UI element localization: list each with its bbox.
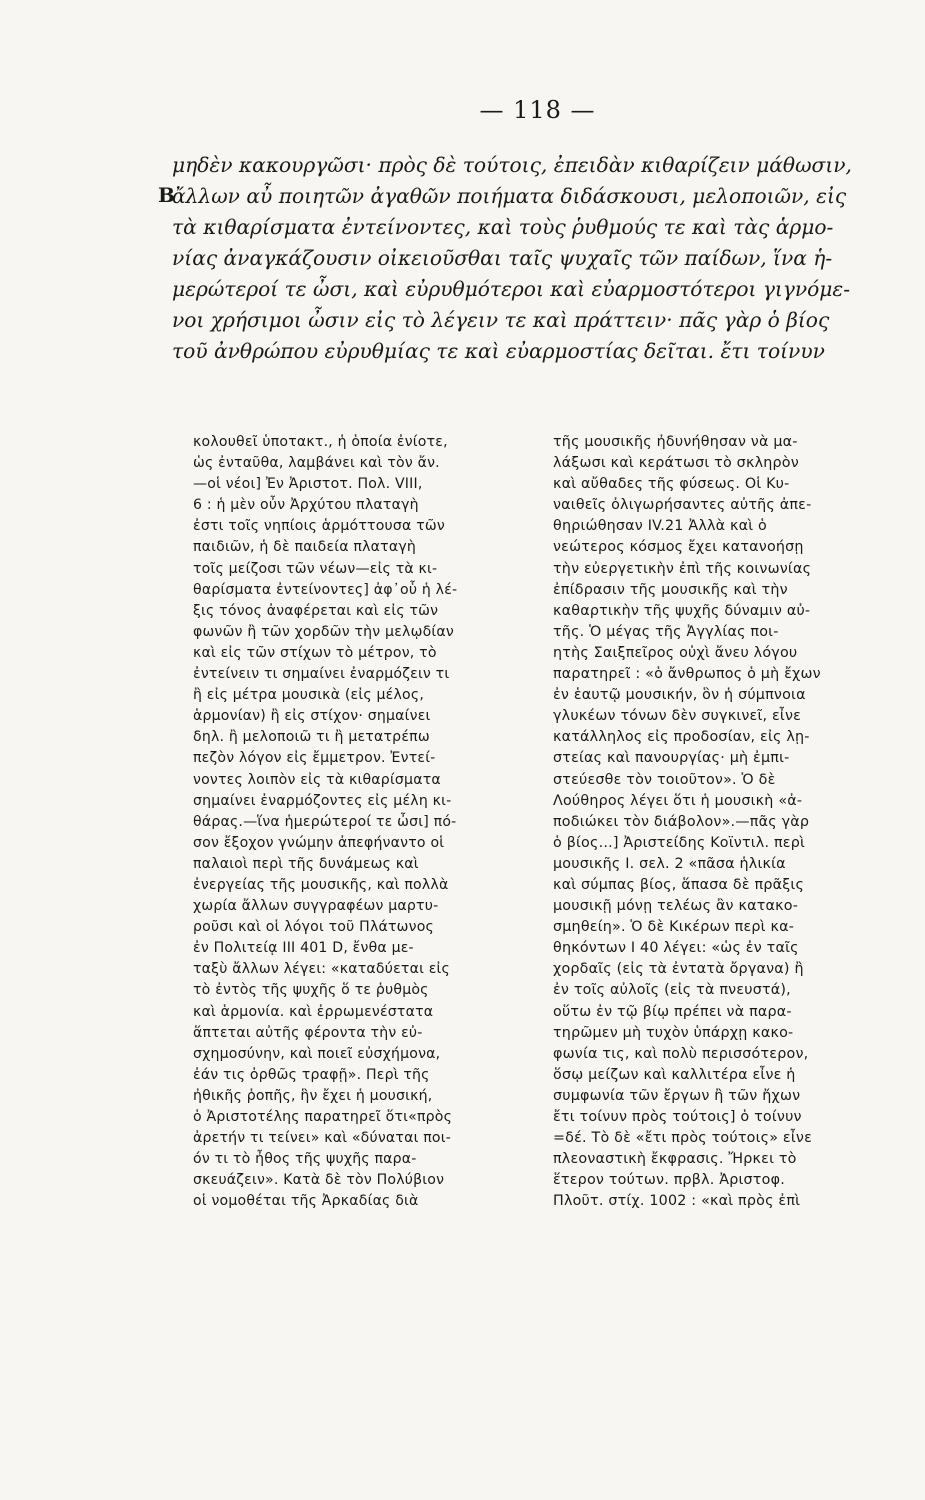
main-text-line: μηδὲν κακουργῶσι· πρὸς δὲ τούτοις, ἐπειδὰν κιθαρίζειν μάθωσιν, <box>172 153 852 177</box>
note-line-left: ὡς ἐνταῦθα, λαμβάνει καὶ τὸν ἄν. <box>193 455 440 472</box>
margin-mark: B <box>158 183 175 207</box>
note-line-right: Λούθηρος λέγει ὅτι ἡ μουσικὴ «ἀ- <box>553 792 803 809</box>
note-line-right: καὶ σύμπας βίος, ἅπασα δὲ πρᾶξις <box>553 876 805 893</box>
note-line-left: ἀρετήν τι τείνει» καὶ «δύναται ποι- <box>193 1130 451 1147</box>
note-line-right: ἐν τοῖς αὐλοῖς (εἰς τὰ πνευστά), <box>553 982 791 999</box>
main-text <box>172 150 908 367</box>
note-line-left: ταξὺ ἄλλων λέγει: «καταδύεται εἰς <box>193 961 450 978</box>
note-line-right: νεώτερος κόσμος ἔχει κατανοήσῃ <box>553 539 804 556</box>
note-line-left: κολουθεῖ ὑποτακτ., ἡ ὁποία ἐνίοτε, <box>193 434 448 450</box>
note-line-left: οἱ νομοθέται τῆς Ἀρκαδίας διὰ <box>193 1193 419 1210</box>
note-line-left: σον ἔξοχον γνώμην ἀπεφήναντο οἱ <box>193 834 445 851</box>
note-line-right: ἐν ἑαυτῷ μουσικήν, ὃν ἡ σύμπνοια <box>553 687 806 704</box>
note-line-right: =δέ. Τὸ δὲ «ἔτι πρὸς τούτοις» εἶνε <box>553 1130 812 1147</box>
main-text-line: ἄλλων αὖ ποιητῶν ἀγαθῶν ποιήματα διδάσκουσι, μελοποιῶν, εἰς <box>172 184 847 208</box>
note-line-left: ξις τόνος ἀναφέρεται καὶ εἰς τῶν <box>193 602 439 619</box>
note-line-left: 6 : ἡ μὲν οὖν Ἀρχύτου πλαταγὴ <box>193 497 419 514</box>
note-line-right: θηριώθησαν IV.21 Ἀλλὰ καὶ ὁ <box>553 518 768 535</box>
note-line-left: ἢ εἰς μέτρα μουσικὰ (εἰς μέλος, <box>193 687 424 704</box>
note-line-left: φωνῶν ἢ τῶν χορδῶν τὴν μελῳδίαν <box>193 623 454 640</box>
note-line-left: νοντες λοιπὸν εἰς τὰ κιθαρίσματα <box>193 771 441 788</box>
note-line-right: ναιθεῖς ὀλιγωρήσαντες αὐτῆς ἀπε- <box>553 497 812 514</box>
note-line-right: χορδαῖς (εἰς τὰ ἐντατὰ ὄργανα) ἢ <box>553 961 804 978</box>
note-line-left: καὶ εἰς τῶν στίχων τὸ μέτρον, τὸ <box>193 644 437 661</box>
note-line-left: καὶ ἁρμονία. καὶ ἐρρωμενέστατα <box>193 1003 434 1020</box>
note-line-right: ἔτι τοίνυν πρὸς τούτοις] ὁ τοίνυν <box>553 1109 802 1125</box>
note-line-left: πεζὸν λόγον εἰς ἔμμετρον. Ἐντεί- <box>193 750 436 767</box>
note-line-left: σχημοσύνην, καὶ ποιεῖ εὐσχήμονα, <box>193 1045 441 1062</box>
note-line-right: τῆς. Ὁ μέγας τῆς Ἀγγλίας ποι- <box>553 623 779 640</box>
note-line-right: Πλοῦτ. στίχ. 1002 : «καὶ πρὸς ἐπὶ <box>553 1193 801 1210</box>
note-line-right: ὁ βίος...] Ἀριστείδης Κοϊντιλ. περὶ <box>553 834 806 851</box>
main-text-line: νοι χρήσιμοι ὦσιν εἰς τὸ λέγειν τε καὶ πράττειν· πᾶς γὰρ ὁ βίος <box>172 308 830 332</box>
note-line-left: ἁρμονίαν) ἢ εἰς στίχον· σημαίνει <box>193 708 431 725</box>
note-line-right: κατάλληλος εἰς προδοσίαν, εἰς λῃ- <box>553 729 810 746</box>
note-line-left: ἅπτεται αὐτῆς φέροντα τὴν εὐ- <box>193 1024 423 1041</box>
note-line-left: όν τι τὸ ἦθος τῆς ψυχῆς παρα- <box>193 1151 417 1168</box>
page-number: — 118 — <box>479 96 596 124</box>
note-line-left: παλαιοὶ περὶ τῆς δυνάμεως καὶ <box>193 855 419 872</box>
note-line-right: ἐπίδρασιν τῆς μουσικῆς καὶ τὴν <box>553 581 788 598</box>
note-line-right: καὶ αὔθαδες τῆς φύσεως. Οἱ Κυ- <box>553 476 790 493</box>
note-line-right: τὴν εὐεργετικὴν ἐπὶ τῆς κοινωνίας <box>553 560 812 577</box>
note-line-right: πλεοναστικὴ ἔκφρασις. Ἤρκει τὸ <box>553 1151 797 1168</box>
note-line-right: τῆς μουσικῆς ἠδυνήθησαν νὰ μα- <box>553 434 798 450</box>
note-line-left: τὸ ἐντὸς τῆς ψυχῆς ὅ τε ῥυθμὸς <box>193 982 429 999</box>
note-line-right: ὅσῳ μείζων καὶ καλλιτέρα εἶνε ἡ <box>553 1066 796 1083</box>
note-line-left: τοῖς μείζοσι τῶν νέων—εἰς τὰ κι- <box>193 560 438 577</box>
note-line-right: γλυκέων τόνων δὲν συγκινεῖ, εἶνε <box>553 708 802 725</box>
note-line-right: φωνία τις, καὶ πολὺ περισσότερον, <box>553 1045 809 1062</box>
note-line-left: σημαίνει ἐναρμόζοντες εἰς μέλη κι- <box>193 792 452 809</box>
note-line-left: ἠθικῆς ῥοπῆς, ἣν ἔχει ἡ μουσική, <box>193 1087 433 1104</box>
main-text-line: τοῦ ἀνθρώπου εὐρυθμίας τε καὶ εὐαρμοστίας δεῖται. ἔτι τοίνυν <box>172 339 825 363</box>
note-line-right: συμφωνία τῶν ἔργων ἢ τῶν ἤχων <box>553 1087 801 1104</box>
note-line-left: χωρία ἄλλων συγγραφέων μαρτυ- <box>193 898 439 915</box>
note-line-right: καθαρτικὴν τῆς ψυχῆς δύναμιν αὐ- <box>553 602 811 619</box>
note-line-right: στείας καὶ πανουργίας· μὴ ἐμπι- <box>553 750 790 767</box>
note-line-left: θάρας.—ἵνα ἡμερώτεροί τε ὦσι] πό- <box>193 813 457 830</box>
main-text-line: νίας ἀναγκάζουσιν οἰκειοῦσθαι ταῖς ψυχαῖς τῶν παίδων, ἵνα ἡ- <box>172 246 833 270</box>
notes-left-column <box>193 432 521 1212</box>
note-line-right: σμηθείη». Ὁ δὲ Κικέρων περὶ κα- <box>553 919 795 936</box>
note-line-right: θηκόντων I 40 λέγει: «ὡς ἐν ταῖς <box>553 940 799 957</box>
note-line-left: ὁ Ἀριστοτέλης παρατηρεῖ ὅτι«πρὸς <box>193 1109 453 1125</box>
main-text-line: τὰ κιθαρίσματα ἐντείνοντες, καὶ τοὺς ῥυθμούς τε καὶ τὰς ἁρμο- <box>172 215 834 239</box>
note-line-left: δηλ. ἢ μελοποιῶ τι ἢ μετατρέπω <box>193 729 430 746</box>
note-line-left: —οἱ νέοι] Ἐν Ἀριστοτ. Πολ. VIII, <box>193 476 423 493</box>
note-line-left: σκευάζειν». Κατὰ δὲ τὸν Πολύβιον <box>193 1172 445 1189</box>
note-line-left: ροῦσι καὶ οἱ λόγοι τοῦ Πλάτωνος <box>193 919 435 936</box>
note-line-left: ἐστι τοῖς νηπίοις ἁρμόττουσα τῶν <box>193 518 445 535</box>
note-line-right: παρατηρεῖ : «ὁ ἄνθρωπος ὁ μὴ ἔχων <box>553 666 821 683</box>
note-line-right: ποδιώκει τὸν διάβολον».—πᾶς γὰρ <box>553 813 810 830</box>
note-line-right: ητὴς Σαιξπεῖρος οὐχὶ ἄνευ λόγου <box>553 644 798 661</box>
note-line-left: ἐντείνειν τι σημαίνει ἐναρμόζειν τι <box>193 666 450 683</box>
note-line-left: παιδιῶν, ἡ δὲ παιδεία πλαταγὴ <box>193 539 416 556</box>
note-line-right: μουσικῆς I. σελ. 2 «πᾶσα ἡλικία <box>553 855 786 872</box>
note-line-left: ἐν Πολιτείᾳ III 401 D, ἔνθα με- <box>193 940 414 957</box>
note-line-right: οὕτω ἐν τῷ βίῳ πρέπει νὰ παρα- <box>553 1003 792 1020</box>
note-line-right: ἕτερον τούτων. πρβλ. Ἀριστοφ. <box>553 1172 785 1189</box>
note-line-left: ἐάν τις ὀρθῶς τραφῇ». Περὶ τῆς <box>193 1066 430 1083</box>
note-line-right: μουσικῇ μόνῃ τελέως ἂν κατακο- <box>553 898 799 915</box>
note-line-left: θαρίσματα ἐντείνοντες] ἀφ᾽οὗ ἡ λέ- <box>193 581 458 598</box>
note-line-right: στεύεσθε τὸν τοιοῦτον». Ὁ δὲ <box>553 771 776 788</box>
notes-right-column <box>553 432 893 1212</box>
note-line-left: ἐνεργείας τῆς μουσικῆς, καὶ πολλὰ <box>193 876 449 893</box>
main-text-line: μερώτεροί τε ὦσι, καὶ εὐρυθμότεροι καὶ εὐαρμοστότεροι γιγνόμε- <box>172 277 851 301</box>
note-line-right: τηρῶμεν μὴ τυχὸν ὑπάρχῃ κακο- <box>553 1024 794 1041</box>
note-line-right: λάξωσι καὶ κεράτωσι τὸ σκληρὸν <box>553 455 799 472</box>
